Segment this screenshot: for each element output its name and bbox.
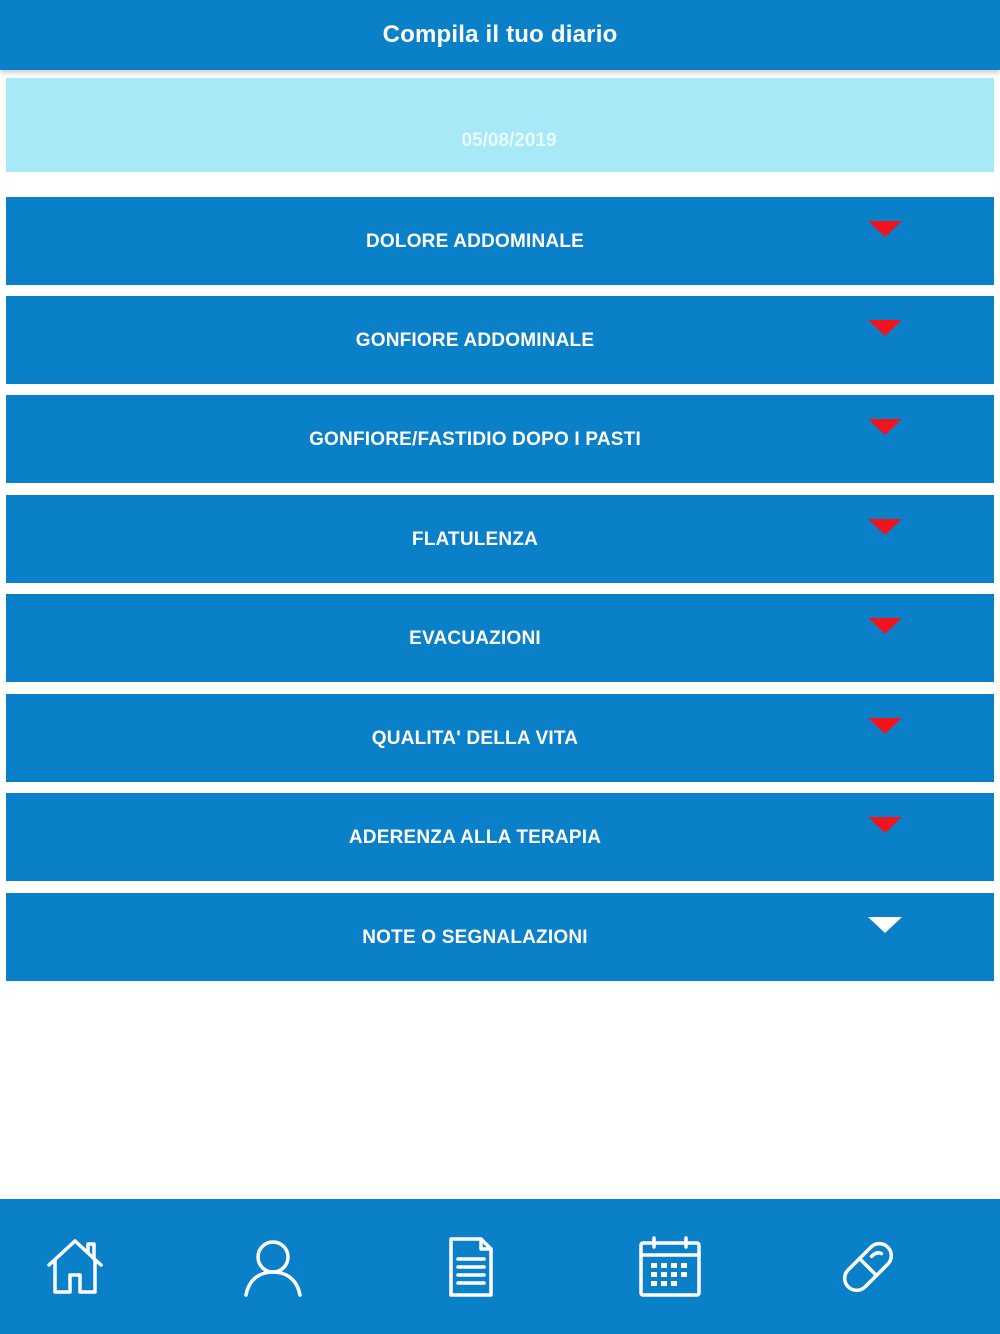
nav-home-button[interactable]	[35, 1227, 115, 1307]
section-label: FLATULENZA	[411, 529, 539, 550]
section-label: ADERENZA ALLA TERAPIA	[348, 827, 602, 848]
section-aderenza-terapia[interactable]	[6, 793, 994, 881]
calendar-icon	[637, 1235, 703, 1299]
nav-calendar-button[interactable]	[630, 1227, 710, 1307]
date-selector[interactable]	[6, 78, 994, 172]
nav-document-button[interactable]	[431, 1227, 511, 1307]
nav-profile-button[interactable]	[233, 1227, 313, 1307]
section-label: NOTE O SEGNALAZIONI	[362, 927, 588, 948]
chevron-down-icon	[868, 519, 902, 535]
section-label: GONFIORE/FASTIDIO DOPO I PASTI	[309, 429, 641, 450]
chevron-down-icon	[868, 320, 902, 336]
chevron-down-icon	[868, 618, 902, 634]
chevron-down-icon	[868, 718, 902, 734]
user-icon	[241, 1235, 305, 1299]
chevron-down-icon	[868, 221, 902, 237]
section-label: EVACUAZIONI	[409, 628, 541, 649]
section-qualita-vita[interactable]	[6, 694, 994, 782]
page-title: Compila il tuo diario	[382, 21, 618, 48]
date-value: 05/08/2019	[461, 130, 557, 151]
pill-icon	[836, 1235, 900, 1299]
app-header	[0, 0, 1000, 70]
document-icon	[439, 1235, 503, 1299]
section-label: DOLORE ADDOMINALE	[365, 231, 585, 252]
section-label: GONFIORE ADDOMINALE	[355, 330, 595, 351]
section-evacuazioni[interactable]	[6, 594, 994, 682]
chevron-down-icon	[868, 817, 902, 833]
section-dolore-addominale[interactable]	[6, 197, 994, 285]
home-icon	[43, 1235, 107, 1299]
section-note-segnalazioni[interactable]	[6, 893, 994, 981]
section-label: QUALITA' DELLA VITA	[371, 728, 579, 749]
section-flatulenza[interactable]	[6, 495, 994, 583]
nav-therapy-button[interactable]	[828, 1227, 908, 1307]
section-gonfiore-addominale[interactable]	[6, 296, 994, 384]
bottom-navigation	[0, 1199, 1000, 1334]
section-gonfiore-dopo-pasti[interactable]	[6, 395, 994, 483]
chevron-down-icon	[868, 419, 902, 435]
chevron-down-icon	[868, 917, 902, 933]
